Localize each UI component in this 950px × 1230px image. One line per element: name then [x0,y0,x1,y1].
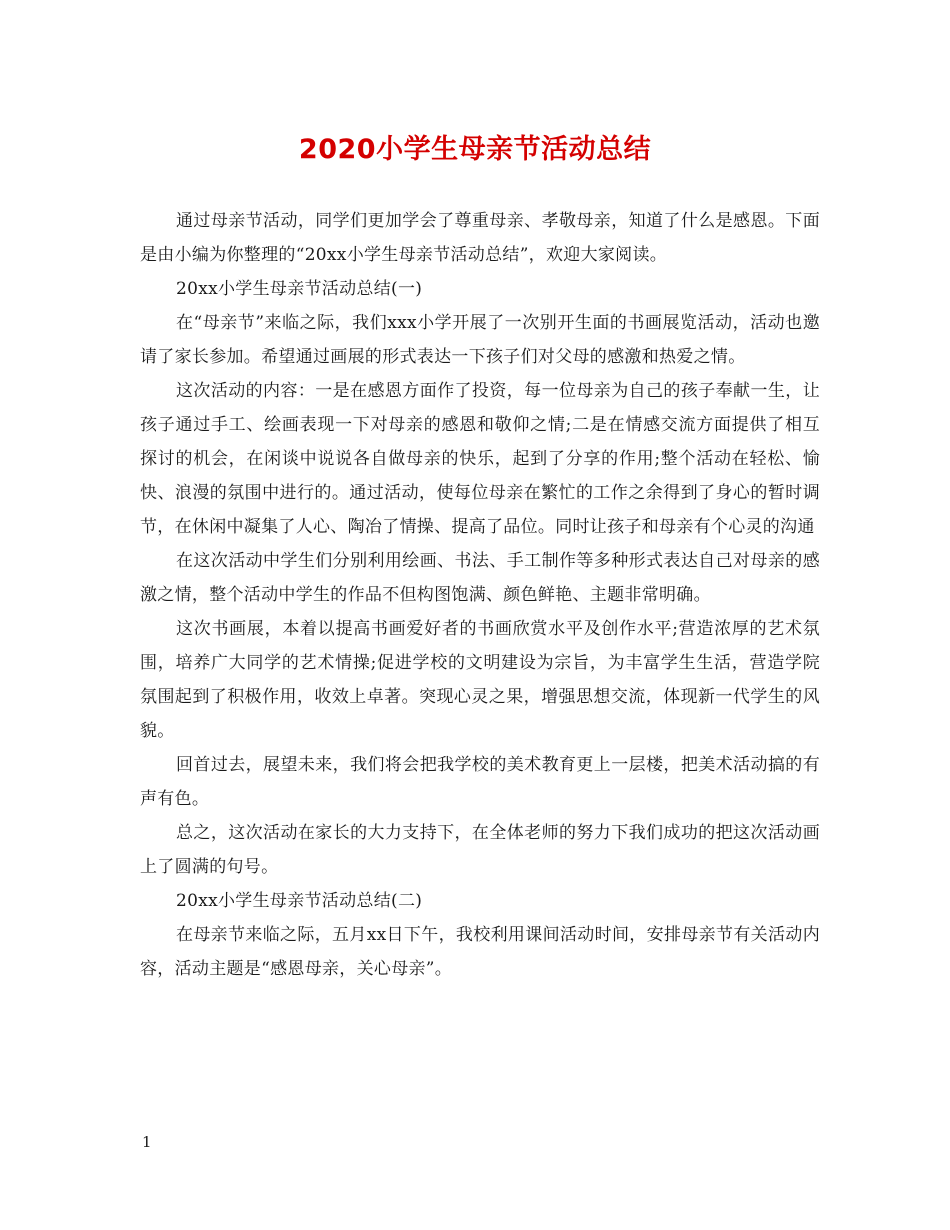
document-body [140,204,820,986]
document-title: 2020小学生母亲节活动总结 [298,134,652,165]
body-paragraph: 总之，这次活动在家长的大力支持下，在全体老师的努力下我们成功的把这次活动画上了圆满的句号。 [140,823,820,877]
body-paragraph: 这次活动的内容：一是在感恩方面作了投资，每一位母亲为自己的孩子奉献一生，让孩子通过手工、绘画表现一下对母亲的感恩和敬仰之情;二是在情感交流方面提供了相互探讨的机会，在闲谈中说说各自做母亲的快乐，起到了分享的作用;整个活动在轻松、愉快、浪漫的氛围中进行的。通过活动，使每位母亲在繁忙的工作之余得到了身心的暂时调节，在休闲中凝集了人心、陶冶了情操、提高了品位。同时让孩子和母亲有个心灵的沟通 [140,381,820,537]
body-paragraph: 在这次活动中学生们分别利用绘画、书法、手工制作等多种形式表达自己对母亲的感激之情，整个活动中学生的作品不但构图饱满、颜色鲜艳、主题非常明确。 [140,551,820,605]
page-number: 1 [142,1133,152,1151]
intro-paragraph: 通过母亲节活动，同学们更加学会了尊重母亲、孝敬母亲，知道了什么是感恩。下面是由小编为你整理的“20xx小学生母亲节活动总结”，欢迎大家阅读。 [140,211,820,265]
section-heading-2: 20xx小学生母亲节活动总结(二) [176,891,423,911]
body-paragraph: 在母亲节来临之际，五月xx日下午，我校利用课间活动时间，安排母亲节有关活动内容，活动主题是“感恩母亲，关心母亲”。 [140,925,820,979]
body-paragraph: 在“母亲节”来临之际，我们xxx小学开展了一次别开生面的书画展览活动，活动也邀请了家长参加。希望通过画展的形式表达一下孩子们对父母的感激和热爱之情。 [140,313,820,367]
body-paragraph: 这次书画展，本着以提高书画爱好者的书画欣赏水平及创作水平;营造浓厚的艺术氛围，培养广大同学的艺术情操;促进学校的文明建设为宗旨，为丰富学生生活，营造学院氛围起到了积极作用，收效上卓著。突现心灵之果，增强思想交流，体现新一代学生的风貌。 [140,619,820,741]
section-heading-1: 20xx小学生母亲节活动总结(一) [176,279,423,299]
body-paragraph: 回首过去，展望未来，我们将会把我学校的美术教育更上一层楼，把美术活动搞的有声有色。 [140,755,820,809]
